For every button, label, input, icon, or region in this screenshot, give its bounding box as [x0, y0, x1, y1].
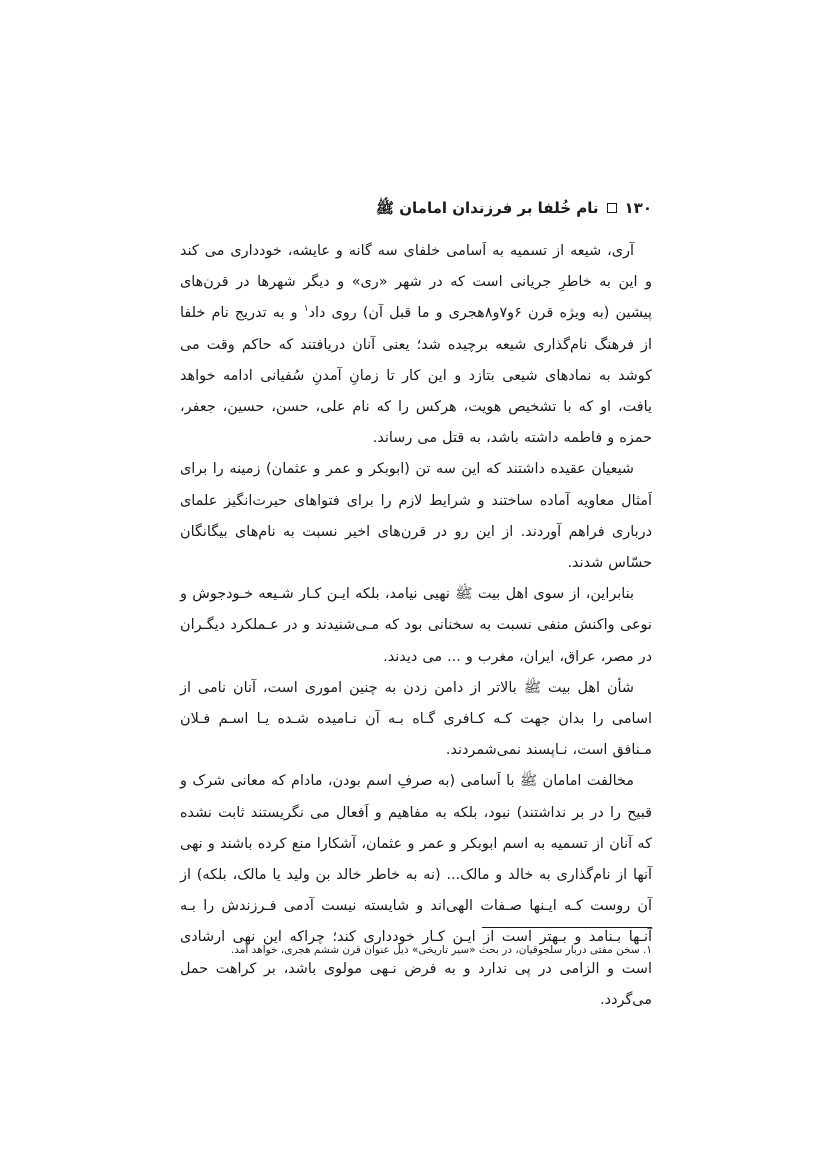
paragraph-2: شیعیان عقیده داشتند که این سه تن (ابوبکر و عمر و عثمان) زمینه را برای اَمثال معاویه آماده ساختند و شرایط لازم را برای فتواهای حیرت‌انگیز علمای درباری فراهم آوردند. از این رو در قرن‌های اخیر نسبت به نام‌های بیگانگان حسّاس شدند. — [180, 461, 652, 572]
paragraph-1-text-b: و به تدریج نام خلفا از فرهنگ نام‌گذاری شیعه برچیده شد؛ یعنی آنان دریافتند که حاکم وقت می کوشد به نمادهای شیعی بتازد و این کار تا زمانِ آمدنِ سُفیانی ادامه خواهد یافت، او که با تشخیص هویت، هرکس را که نام علی، حسن، حسین، جعفر، حمزه و فاطمه داشته باشد، به قتل می رساند. — [180, 305, 652, 447]
running-header — [180, 198, 652, 218]
paragraph-1-text-a: آری، شیعه از تسمیه به اَسامی خلفای سه گانه و عایشه، خودداری می کند و این به خاطرِ جریانی است که در شهر «ری» و دیگر شهرها در قرن‌های پیشین (به ویژه قرن ۶و۷و۸هجری و ما قبل آن) روی داد — [180, 243, 653, 322]
paragraph-3: بنابراین، از سوی اهل بیت ﷺ نهیی نیامد، بلکه ایـن کـار شـیعه خـودجوش و نوعی واکنش منفی نسبت به سخنانی بود که مـی‌شنیدند و در عـملکرد دیگـران در مصر، عراق، ایران، مغرب و ... می دیدند. — [180, 586, 652, 665]
paragraph-5: مخالفت امامان ﷺ با اَسامی (به صرفِ اسم بودن، مادام که معانی شرک و قبیح را در بر نداشتند) نبود، بلکه به مفاهیم و اَفعال می نگریستند ثابت نشده که آنان از تسمیه به اسم ابوبکر و عمر و عثمان، آشکارا منع کرده باشند و نهی آنها از نام‌گذاری به خالد و مالک... (نه به خاطر خالد بن ولید یا مالک، بلکه) از آن روست کـه ایـنها صـفات الهی‌اند و شایسته نیست آدمی فـرزندش را بـه آنـها بـنامد و بـهتر است از ایـن کـار خودداری کند؛ چراکه این نهی ارشادی است و الزامی در پی ندارد و به فرض نـهی مولوی باشد، بر کراهت حمل می‌گردد. — [180, 773, 652, 1008]
main-text — [180, 236, 652, 1016]
running-title: نام خُلفا بر فرزندان امامان ﷺ — [375, 199, 599, 217]
page-number: ۱۳۰ — [624, 199, 652, 217]
footnote: ۱. سخن مفتی دربار سلجوقیان، در بحث «سیر تاریخی» ذیل عنوان قرن ششم هجری، خواهد آمد. — [230, 944, 652, 956]
paragraph-1 — [180, 236, 652, 454]
footnote-divider — [482, 927, 652, 928]
paragraph-4: شأن اهل بیت ﷺ بالاتر از دامن زدن به چنین اموری است، آنان نامی از اسامی را بدان جهت کـه کـافری گـاه بـه آن نـامیده شـده یـا اسـم فـلان مـنافق است، نـاپسند نمی‌شمردند. — [180, 679, 652, 759]
square-bullet-icon — [607, 203, 617, 213]
footnote-ref[interactable]: ۱ — [303, 304, 309, 315]
